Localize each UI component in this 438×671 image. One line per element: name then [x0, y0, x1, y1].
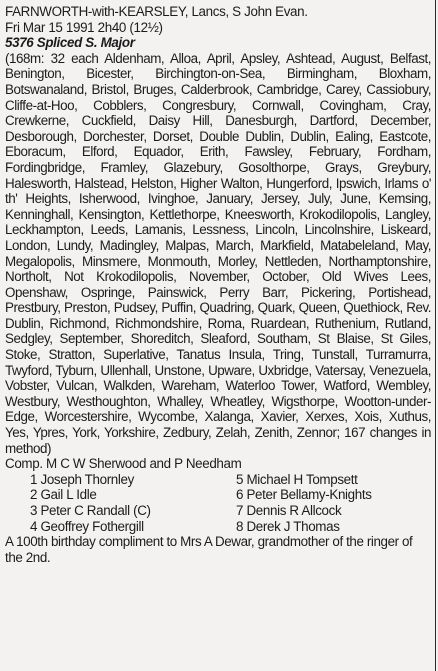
footnote: A 100th birthday compliment to Mrs A Dewar, grandmother of the ringer of the 2nd. [5, 534, 413, 565]
ringer-6: 6 Peter Bellamy-Knights [236, 487, 372, 503]
composer-line: Comp. M C W Sherwood and P Needham [5, 456, 242, 472]
ringer-7: 7 Dennis R Allcock [236, 503, 342, 518]
ringer-2: 2 Gail L Idle [30, 487, 97, 503]
ringer-5: 5 Michael H Tompsett [236, 471, 358, 487]
method-list: (168m: 32 each Aldenham, Alloa, April, Apsley, Ashtead, August, Belfast, Benington, Bicester, Birchington-on-Sea, Birmingham, Bloxham, Botswanaland, Bristol, Bruges, Calderbrook, Cambridge, Carey, Cassiobury, Cliffe-at-Hoo, Cobblers, Congresbury, Cornwall, Covingham, Cray, Crewkerne, Cuckfield, Daisy Hill, Danesburgh, Dartford, December, Desborough, Dorchester, Dorset, Double Dublin, Dublin, Ealing, Eastcote, Eboracum, Elford, Equador, Erith, Fawsley, February, Fordham, Fordingbridge, Framley, Glazebury, Gosolthorpe, Grays, Greybury, Halesworth, Halstead, Helston, Higher Walton, Hungerford, Ipswich, Irlams o' th' Heights, Isherwood, Ivinghoe, January, Jersey, July, June, Kemsing, Kenninghall, Kensington, Kettlethorpe, Kneesworth, Krokodilopolis, Langley, Leckhampton, Leeds, Lamanis, Lessness, Lincoln, Lincolnshire, Liskeard, London, Lundy, Madingley, Malpas, March, Markfield, Matabeleland, May, Megalopolis, Minsmere, Monmouth, Morley, Nettleden, Northamptonshire, Northolt, Not Krokodilopolis, November, October, Old Wives Lees, Openshaw, Ospringe, Painswick, Perry Barr, Pickering, Portishead, Prestbury, Preston, Pudsey, Puffin, Quadring, Quark, Queen, Quethiock, Rev. Dublin, Richmond, Richmondshire, Roma, Ruardean, Ruthenium, Rutland, Sedgley, September, Shoreditch, Sleaford, Southam, St Blaise, St Giles, Stoke, Stratton, Superlative, Tanatus Insula, Tring, Tunstall, Turramurra, Twyford, Tyburn, Ullenhall, Unstone, Upware, Uxbridge, Vatersay, Venezuela, Vobster, Vulcan, Walkden, Wareham, Waterloo Tower, Watford, Wembley, Westbury, Westhoughton, Whalley, Wheatley, Wigsthorpe, Wootton-under-Edge, Worcestershire, Wycombe, Xalanga, Xavier, Xerxes, Xois, Xuthus, Yes, Ypres, York, Yorkshire, Zedbury, Zelah, Zenith, Zennor; 167 changes in method) [5, 50, 431, 456]
column-divider [435, 0, 436, 671]
ringer-4: 4 Geoffrey Fothergill [30, 518, 144, 534]
ringer-8: 8 Derek J Thomas [236, 518, 340, 534]
ringer-1: 1 Joseph Thornley [30, 471, 134, 487]
peal-date: Fri Mar 15 1991 2h40 (12½) [5, 19, 163, 35]
method-title: 5376 Spliced S. Major [5, 35, 135, 51]
ringer-3: 3 Peter C Randall (C) [30, 503, 151, 518]
peal-location: FARNWORTH-with-KEARSLEY, Lancs, S John Evan. [5, 4, 308, 19]
ringers-list [5, 472, 433, 534]
